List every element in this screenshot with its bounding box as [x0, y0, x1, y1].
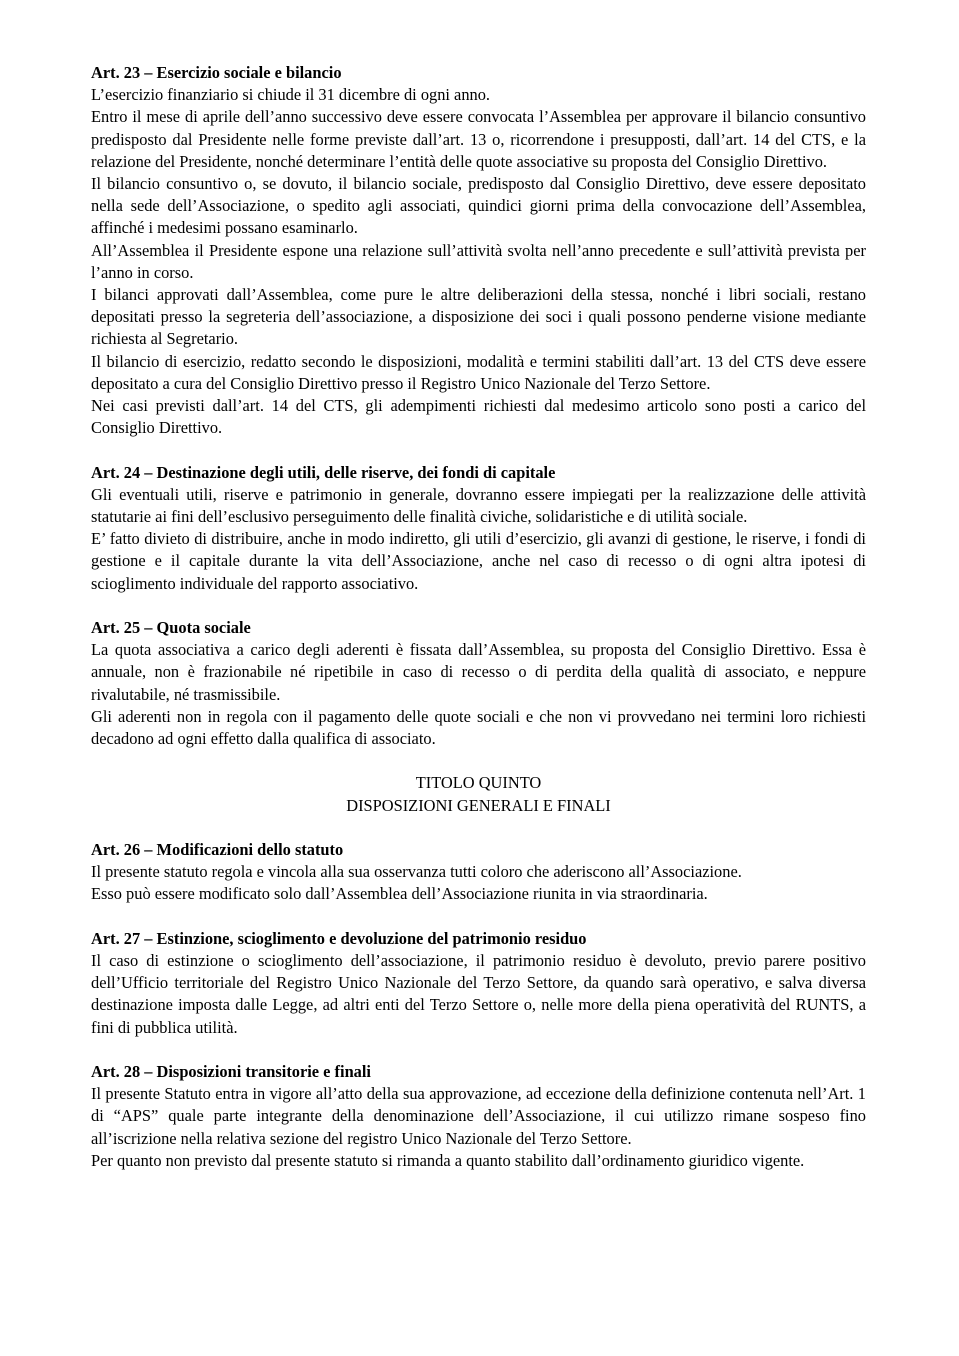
article-paragraph: Per quanto non previsto dal presente statuto si rimanda a quanto stabilito dall’ordinamento giuridico vigente.: [91, 1150, 805, 1170]
section-title-line-2: DISPOSIZIONI GENERALI E FINALI: [346, 795, 611, 815]
article-paragraph: I bilanci approvati dall’Assemblea, come pure le altre deliberazioni della stessa, nonché i libri sociali, restano depositati presso la segreteria dell’associazione, a disposizione dei soci i quali possono penderne visione mediante richiesta al Segretario.: [91, 285, 866, 349]
article-paragraph: All’Assemblea il Presidente espone una relazione sull’attività svolta nell’anno precedente e sull’attività prevista per l’anno in corso.: [91, 240, 866, 282]
article-heading: Art. 25 – Quota sociale: [91, 618, 251, 638]
article-heading: Art. 24 – Destinazione degli utili, delle riserve, dei fondi di capitale: [91, 462, 556, 482]
article-heading: Art. 28 – Disposizioni transitorie e finali: [91, 1062, 371, 1082]
section-title: [91, 772, 866, 816]
article-paragraph: Il presente Statuto entra in vigore all’atto della sua approvazione, ad eccezione della definizione contenuta nell’Art. 1 di “APS” quale parte integrante della denominazione dell’Associazione, il cui utilizzo rimane sospeso fino all’iscrizione nella relativa sezione del registro Unico Nazionale del Terzo Settore.: [91, 1084, 866, 1148]
article-26: [91, 839, 866, 906]
article-paragraph: L’esercizio finanziario si chiude il 31 dicembre di ogni anno.: [91, 85, 491, 105]
article-28: [91, 1061, 866, 1172]
section-title-line-1: TITOLO QUINTO: [415, 773, 542, 793]
article-paragraph: Entro il mese di aprile dell’anno successivo deve essere convocata l’Assemblea per approvare il bilancio consuntivo predisposto dal Presidente nelle forme previste dall’art. 13 o, ricorrendone i presupposti, dall’art. 14 del CTS, e la relazione del Presidente, nonché determinare l’entità delle quote associative su proposta del Consiglio Direttivo.: [91, 107, 866, 171]
article-paragraph: Esso può essere modificato solo dall’Assemblea dell’Associazione riunita in via straordinaria.: [91, 884, 708, 904]
article-heading: Art. 26 – Modificazioni dello statuto: [91, 840, 344, 860]
article-paragraph: Il presente statuto regola e vincola alla sua osservanza tutti coloro che aderiscono all’Associazione.: [91, 862, 742, 882]
article-paragraph: Il caso di estinzione o scioglimento dell’associazione, il patrimonio residuo è devoluto, previo parere positivo dell’Ufficio territoriale del Registro Unico Nazionale del Terzo Settore, da quando sarà operativo, e salva diversa destinazione imposta dalle Legge, ad altri enti del Terzo Settore o, nelle more della piena operatività del RUNTS, a fini di pubblica utilità.: [91, 951, 866, 1037]
article-paragraph: Gli eventuali utili, riserve e patrimonio in generale, dovranno essere impiegati per la realizzazione delle attività statutarie ai fini dell’esclusivo perseguimento delle finalità civiche, solidaristiche e di utilità sociale.: [91, 484, 866, 527]
article-heading: Art. 23 – Esercizio sociale e bilancio: [91, 63, 342, 82]
article-paragraph: Nei casi previsti dall’art. 14 del CTS, gli adempimenti richiesti dal medesimo articolo sono posti a carico del Consiglio Direttivo.: [91, 396, 866, 438]
document-page: [91, 62, 866, 1194]
article-paragraph: Il bilancio consuntivo o, se dovuto, il bilancio sociale, predisposto dal Consiglio Direttivo, deve essere depositato nella sede dell’Associazione, o spedito agli associati, quindici giorni prima della convocazione dell’Assemblea, affinché i medesimi possano esaminarlo.: [91, 174, 866, 238]
article-paragraph: E’ fatto divieto di distribuire, anche in modo indiretto, gli utili d’esercizio, gli avanzi di gestione, le riserve, i fondi di gestione e il capitale durante la vita dell’Associazione, anche nel caso di recesso o di ogni altra ipotesi di scioglimento individuale del rapporto associativo.: [91, 529, 866, 593]
article-paragraph: Il bilancio di esercizio, redatto secondo le disposizioni, modalità e termini stabiliti dall’art. 13 del CTS deve essere depositato a cura del Consiglio Direttivo presso il Registro Unico Nazionale del Terzo Settore.: [91, 351, 866, 393]
article-paragraph: Gli aderenti non in regola con il pagamento delle quote sociali e che non vi provvedano nei termini loro richiesti decadono ad ogni effetto dalla qualifica di associato.: [91, 706, 866, 749]
article-24: [91, 462, 866, 595]
article-27: [91, 928, 866, 1039]
article-heading: Art. 27 – Estinzione, scioglimento e devoluzione del patrimonio residuo: [91, 928, 587, 948]
article-paragraph: La quota associativa a carico degli aderenti è fissata dall’Assemblea, su proposta del Consiglio Direttivo. Essa è annuale, non è frazionabile né ripetibile in caso di recesso o di perdita della qualità di associato, e neppure rivalutabile, né trasmissibile.: [91, 640, 866, 704]
article-25: [91, 617, 866, 750]
article-23: [91, 62, 866, 439]
